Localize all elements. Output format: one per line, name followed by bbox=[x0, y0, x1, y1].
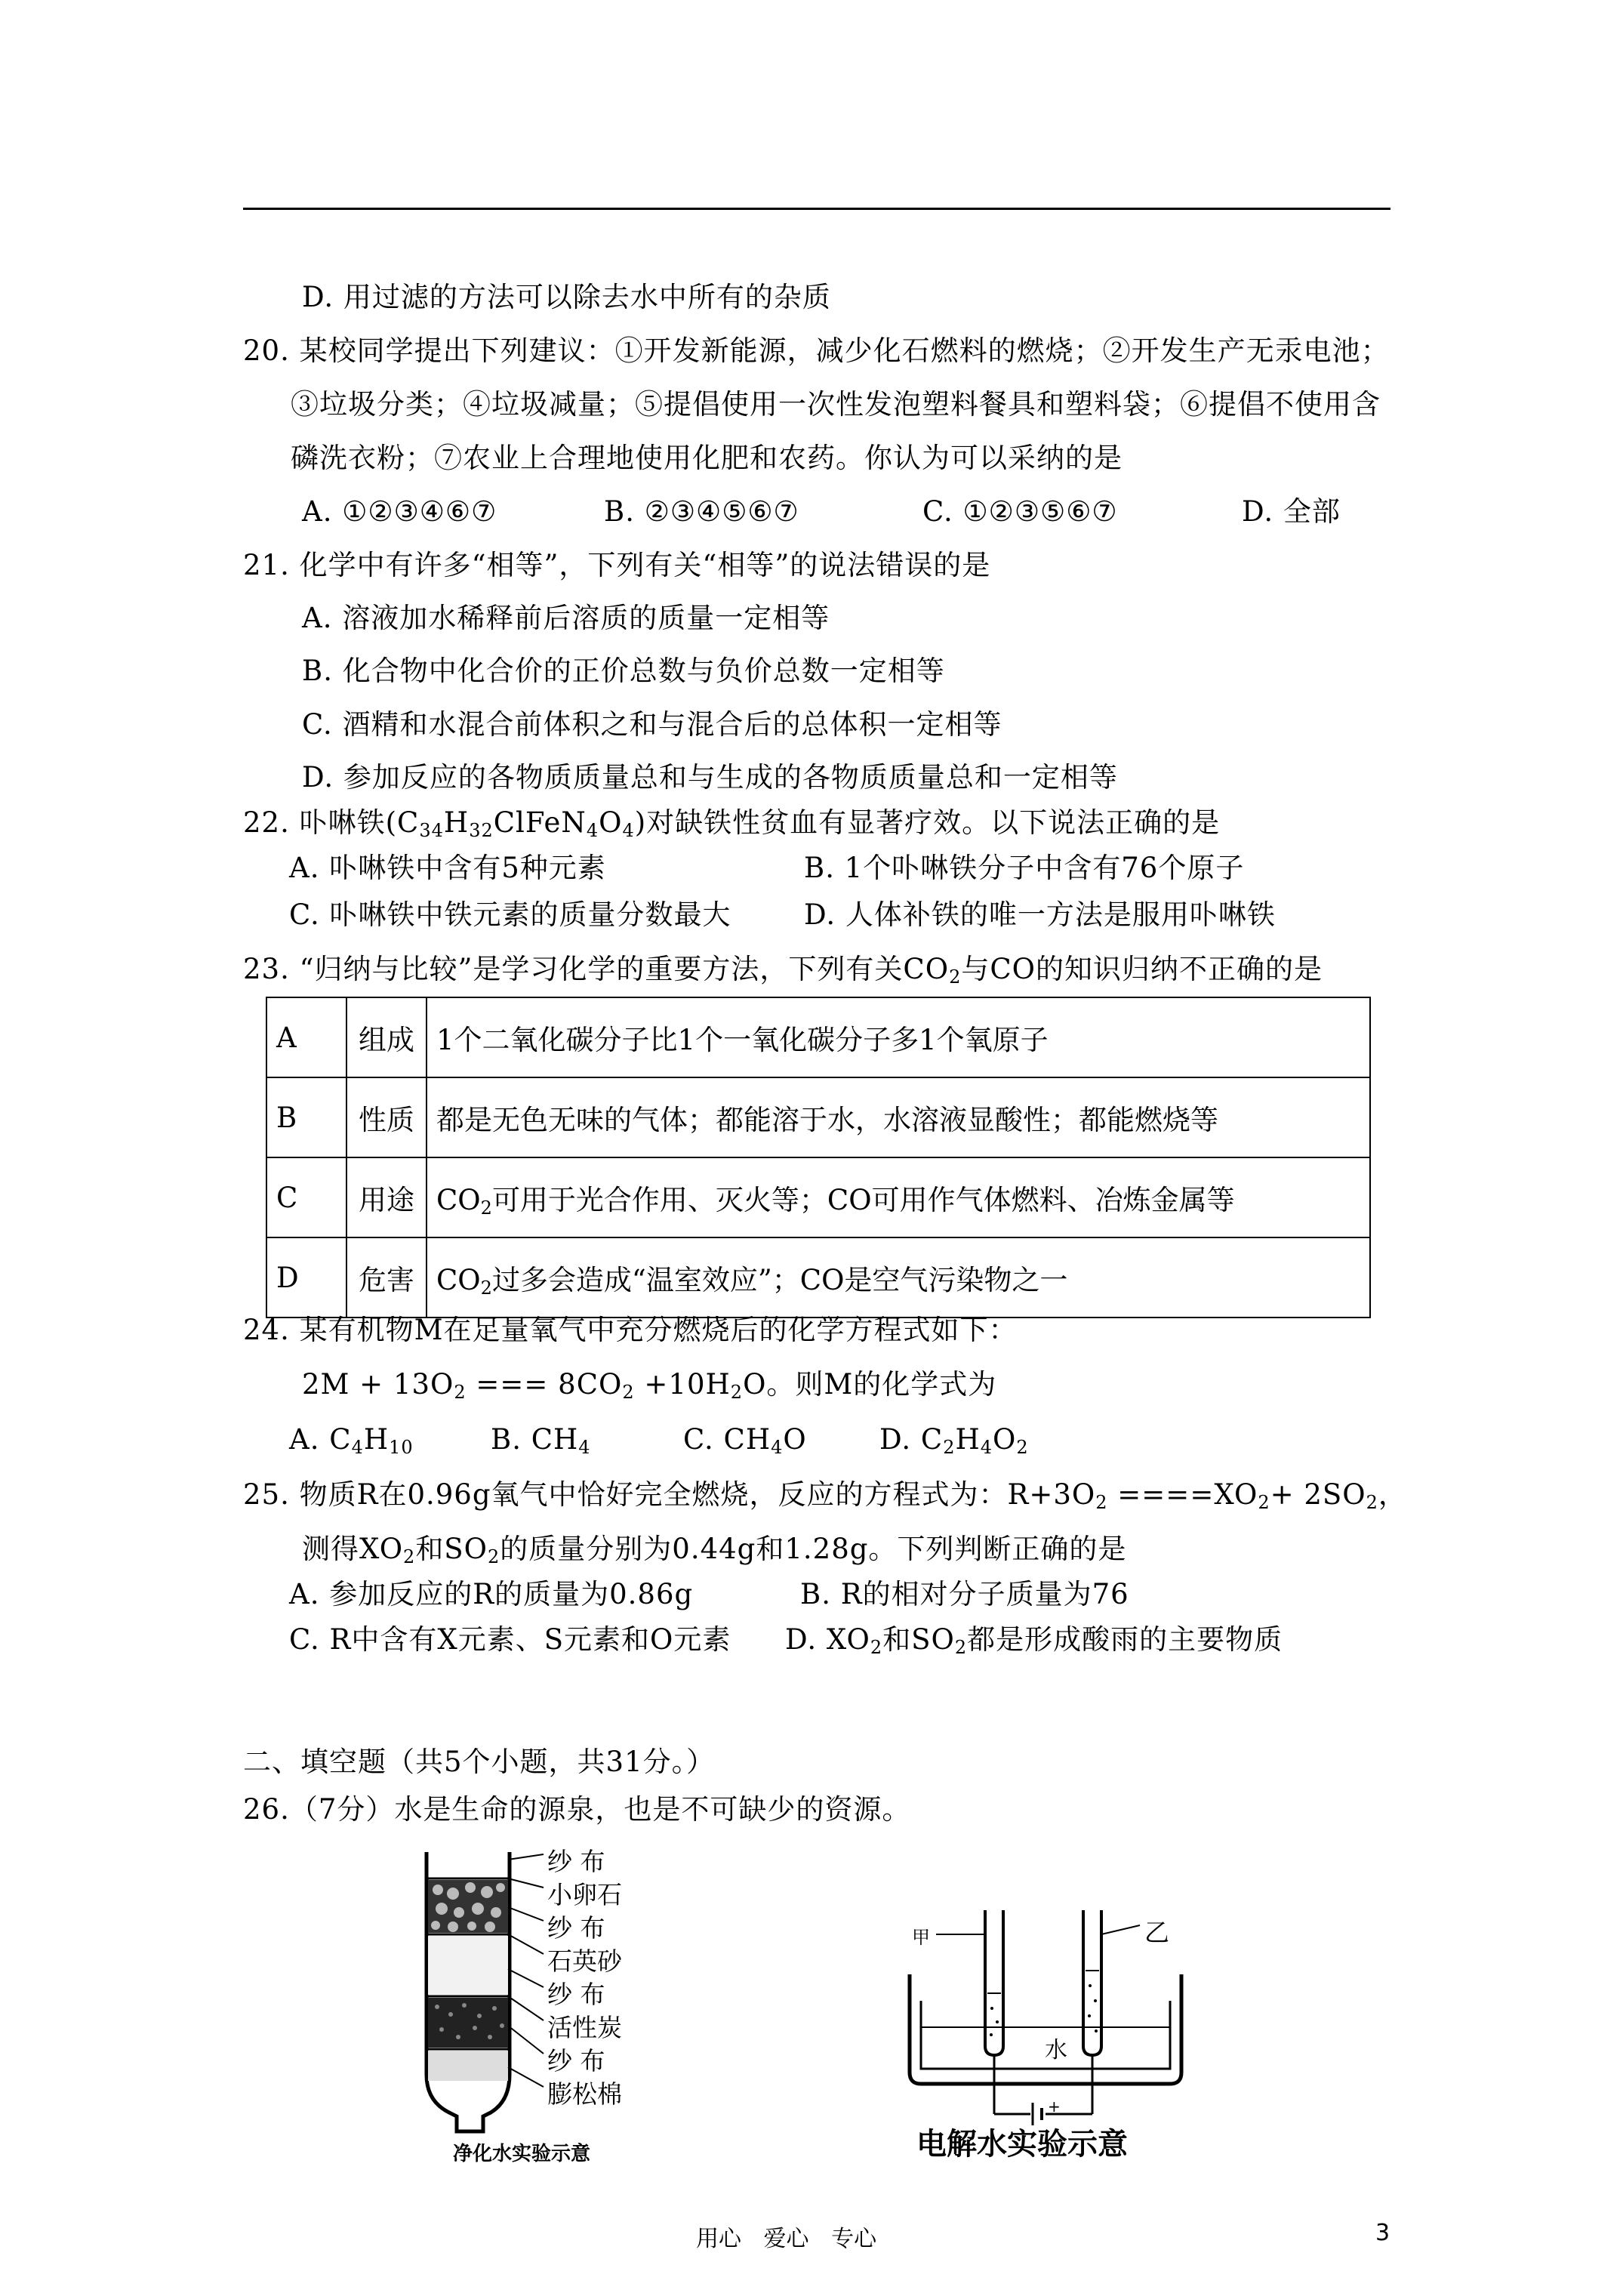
figure2-water-label: 水 bbox=[1045, 2037, 1067, 2063]
q22-stem: 22. 卟啉铁$(C_{34}H_{32}ClFeN_4O_4)$对缺铁性贫血有显著疗效。以下说法正确的是 bbox=[243, 806, 1221, 841]
q23-table bbox=[266, 997, 1371, 1318]
figure1-label: 石英砂 bbox=[547, 1946, 622, 1976]
row-content: 1个二氧化碳分子比1个一氧化碳分子多1个氧原子 bbox=[427, 997, 1370, 1077]
q25-stem-line2: 测得$XO_2$和$SO_2$的质量分别为0.44g和1.28g。下列判断正确的是 bbox=[302, 1533, 1127, 1567]
figure2-caption: 电解水实验示意 bbox=[916, 2127, 1128, 2162]
table-row bbox=[266, 1077, 1370, 1157]
q25-option-c: C. R中含有X元素、S元素和O元素 bbox=[289, 1623, 731, 1656]
row-category: 性质 bbox=[346, 1077, 427, 1157]
q22-option-c: C. 卟啉铁中铁元素的质量分数最大 bbox=[289, 898, 731, 931]
table-row bbox=[266, 997, 1370, 1077]
q20-option-b: B. ②③④⑤⑥⑦ bbox=[604, 495, 799, 528]
section-title: 二、填空题（共5个小题，共31分。） bbox=[243, 1746, 716, 1778]
q23-stem: 23. “归纳与比较”是学习化学的重要方法，下列有关$CO_2$与CO的知识归纳不正确的是 bbox=[243, 953, 1323, 988]
page-number: 3 bbox=[1375, 2220, 1390, 2246]
q20-stem-line3: 磷洗衣粉；⑦农业上合理地使用化肥和农药。你认为可以采纳的是 bbox=[291, 442, 1123, 474]
figure1-label: 纱 布 bbox=[547, 1847, 605, 1876]
q22-option-b: B. 1个卟啉铁分子中含有76个原子 bbox=[804, 852, 1245, 884]
figure1-label: 膨松棉 bbox=[547, 2079, 622, 2109]
q24-stem: 24. 某有机物M在足量氧气中充分燃烧后的化学方程式如下： bbox=[243, 1314, 1018, 1346]
row-content: $CO_2$过多会造成“温室效应”；CO是空气污染物之一 bbox=[427, 1237, 1370, 1318]
q21-stem: 21. 化学中有许多“相等”，下列有关“相等”的说法错误的是 bbox=[243, 549, 991, 581]
q21-option-c: C. 酒精和水混合前体积之和与混合后的总体积一定相等 bbox=[302, 708, 1002, 741]
q20-stem-line2: ③垃圾分类；④垃圾减量；⑤提倡使用一次性发泡塑料餐具和塑料袋；⑥提倡不使用含 bbox=[291, 388, 1381, 421]
row-letter: A bbox=[266, 997, 346, 1077]
row-category: 组成 bbox=[346, 997, 427, 1077]
header-rule bbox=[243, 208, 1390, 210]
q25-option-a: A. 参加反应的R的质量为0.86g bbox=[289, 1578, 694, 1610]
q20-option-a: A. ①②③④⑥⑦ bbox=[302, 495, 497, 528]
q24-option-a: A. $C_4H_{10}$ bbox=[289, 1423, 414, 1458]
row-category: 危害 bbox=[346, 1237, 427, 1318]
q24-equation: $2M + 13O_2$ === $8CO_2 +10H_2O$。则M的化学式为 bbox=[302, 1368, 997, 1403]
q20-option-d: D. 全部 bbox=[1242, 495, 1341, 528]
q20-option-c: C. ①②③⑤⑥⑦ bbox=[922, 495, 1118, 528]
q19-option-d: D. 用过滤的方法可以除去水中所有的杂质 bbox=[302, 281, 831, 313]
q21-option-a: A. 溶液加水稀释前后溶质的质量一定相等 bbox=[302, 602, 830, 634]
table-row bbox=[266, 1237, 1370, 1318]
row-content: $CO_2$可用于光合作用、灭火等；CO可用作气体燃料、冶炼金属等 bbox=[427, 1157, 1370, 1237]
figure1-label: 纱 布 bbox=[547, 1980, 605, 2009]
page-footer: 用心 爱心 专心 bbox=[696, 2226, 877, 2252]
q24-option-c: C. $CH_4O$ bbox=[683, 1423, 807, 1458]
q25-option-d: D. $XO_2$和$SO_2$都是形成酸雨的主要物质 bbox=[785, 1623, 1283, 1658]
row-category: 用途 bbox=[346, 1157, 427, 1237]
figure2-right-label: 乙 bbox=[1144, 1918, 1169, 1947]
q24-option-d: D. $C_2H_4O_2$ bbox=[879, 1423, 1029, 1458]
figure2-left-label: 甲 bbox=[912, 1927, 930, 1948]
figure1-label: 纱 布 bbox=[547, 2046, 605, 2076]
figure1-label: 纱 布 bbox=[547, 1913, 605, 1943]
q20-stem-line1: 20. 某校同学提出下列建议：①开发新能源，减少化石燃料的燃烧；②开发生产无汞电池； bbox=[243, 334, 1390, 367]
q25-stem-line1: 25. 物质R在0.96g氧气中恰好完全燃烧，反应的方程式为：$R+3O_2 ====XO_2+ 2SO_2$， bbox=[243, 1478, 1407, 1513]
q22-option-d: D. 人体补铁的唯一方法是服用卟啉铁 bbox=[804, 898, 1276, 931]
q21-option-d: D. 参加反应的各物质质量总和与生成的各物质质量总和一定相等 bbox=[302, 761, 1118, 794]
row-letter: D bbox=[266, 1237, 346, 1318]
row-letter: B bbox=[266, 1077, 346, 1157]
row-letter: C bbox=[266, 1157, 346, 1237]
figure1-label: 活性炭 bbox=[547, 2013, 622, 2042]
table-row bbox=[266, 1157, 1370, 1237]
q26-stem: 26.（7分）水是生命的源泉，也是不可缺少的资源。 bbox=[243, 1793, 911, 1826]
q25-option-b: B. R的相对分子质量为76 bbox=[800, 1578, 1129, 1610]
svg-text:+: + bbox=[1048, 2097, 1061, 2116]
q22-option-a: A. 卟啉铁中含有5种元素 bbox=[289, 852, 606, 884]
figure1-label: 小卵石 bbox=[547, 1880, 622, 1909]
figure1-caption: 净化水实验示意 bbox=[453, 2143, 591, 2165]
row-content: 都是无色无味的气体；都能溶于水，水溶液显酸性；都能燃烧等 bbox=[427, 1077, 1370, 1157]
q21-option-b: B. 化合物中化合价的正价总数与负价总数一定相等 bbox=[302, 655, 945, 687]
q24-option-b: B. $CH_4$ bbox=[491, 1423, 591, 1458]
